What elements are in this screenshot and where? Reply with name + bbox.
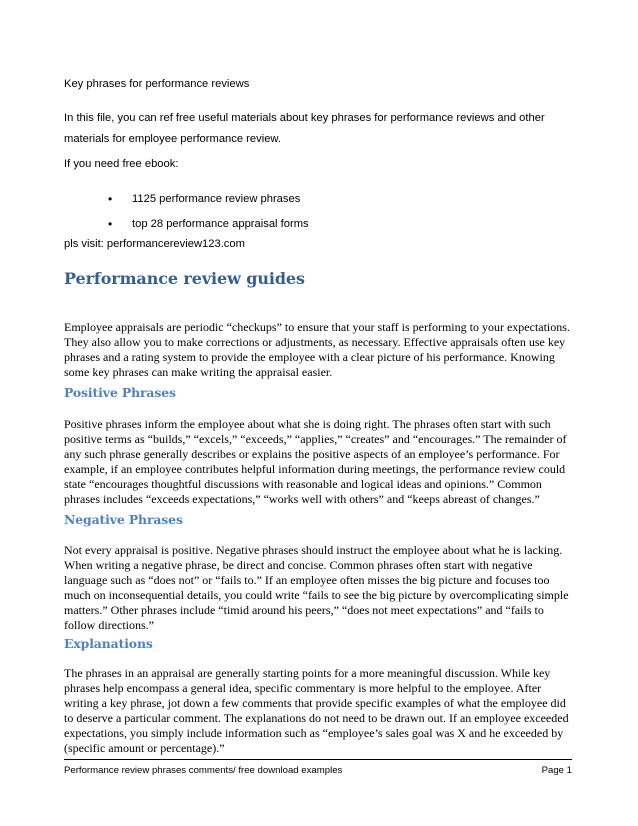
intro-visit-line: pls visit: performancereview123.com [64, 238, 245, 250]
footer-divider [64, 759, 572, 760]
main-heading: Performance review guides [64, 269, 305, 288]
ebook-bullet-list [108, 187, 309, 237]
explanations-heading: Explanations [64, 636, 153, 651]
bullet-item: • top 28 performance appraisal forms [108, 212, 309, 237]
main-body-paragraph: Employee appraisals are periodic “checkups” to ensure that your staff is performing to your expectations. They also allow you to make corrections or adjustments, as necessary. Effective appraisals often use key phrases and a rating system to provide the employee with a clear picture of his performance. Knowing some key phrases can make writing the appraisal easier. [64, 320, 570, 379]
intro-title-line: Key phrases for performance reviews [64, 78, 250, 90]
negative-phrases-heading: Negative Phrases [64, 512, 183, 527]
footer-title: Performance review phrases comments/ free download examples [64, 765, 343, 776]
intro-description: In this file, you can ref free useful materials about key phrases for performance reviews and other materials for employee performance review. [64, 112, 545, 145]
page-number: Page 1 [541, 765, 572, 776]
explanations-paragraph: The phrases in an appraisal are generally starting points for a more meaningful discussion. While key phrases help encompass a general idea, specific commentary is more helpful to the employee. After writing a key phrase, jot down a few comments that provide specific examples of what the employee did to deserve a particular comment. The explanations do not need to be drawn out. If an employee exceeded expectations, you simply include information such as “employee’s sales goal was X and he exceeded by (specific amount or percentage).” [64, 666, 569, 755]
negative-phrases-paragraph: Not every appraisal is positive. Negative phrases should instruct the employee about what he is lacking. When writing a negative phrase, be direct and concise. Common phrases often start with negative language such as “does not” or “fails to.” If an employee often misses the big picture and focuses too much on inconsequential details, you could write “fails to see the big picture by overcomplicating simple matters.” Other phrases include “timid around his peers,” “does not meet expectations” and “fails to follow directions.” [64, 543, 569, 632]
intro-ebook-line: If you need free ebook: [64, 158, 179, 170]
positive-phrases-heading: Positive Phrases [64, 385, 176, 400]
positive-phrases-paragraph: Positive phrases inform the employee about what she is doing right. The phrases often start with such positive terms as “builds,” “excels,” “exceeds,” “applies,” “creates” and “encourages.” The remainder of any such phrase generally describes or explains the positive aspects of an employee’s performance. For example, if an employee contributes helpful information during meetings, the performance review could state “encourages thoughtful discussions with reasonable and logical ideas and opinions.” Common phrases includes “exceeds expectations,” “works well with others” and “keeps abreast of changes.” [64, 417, 567, 506]
bullet-item: • 1125 performance review phrases [108, 187, 309, 212]
